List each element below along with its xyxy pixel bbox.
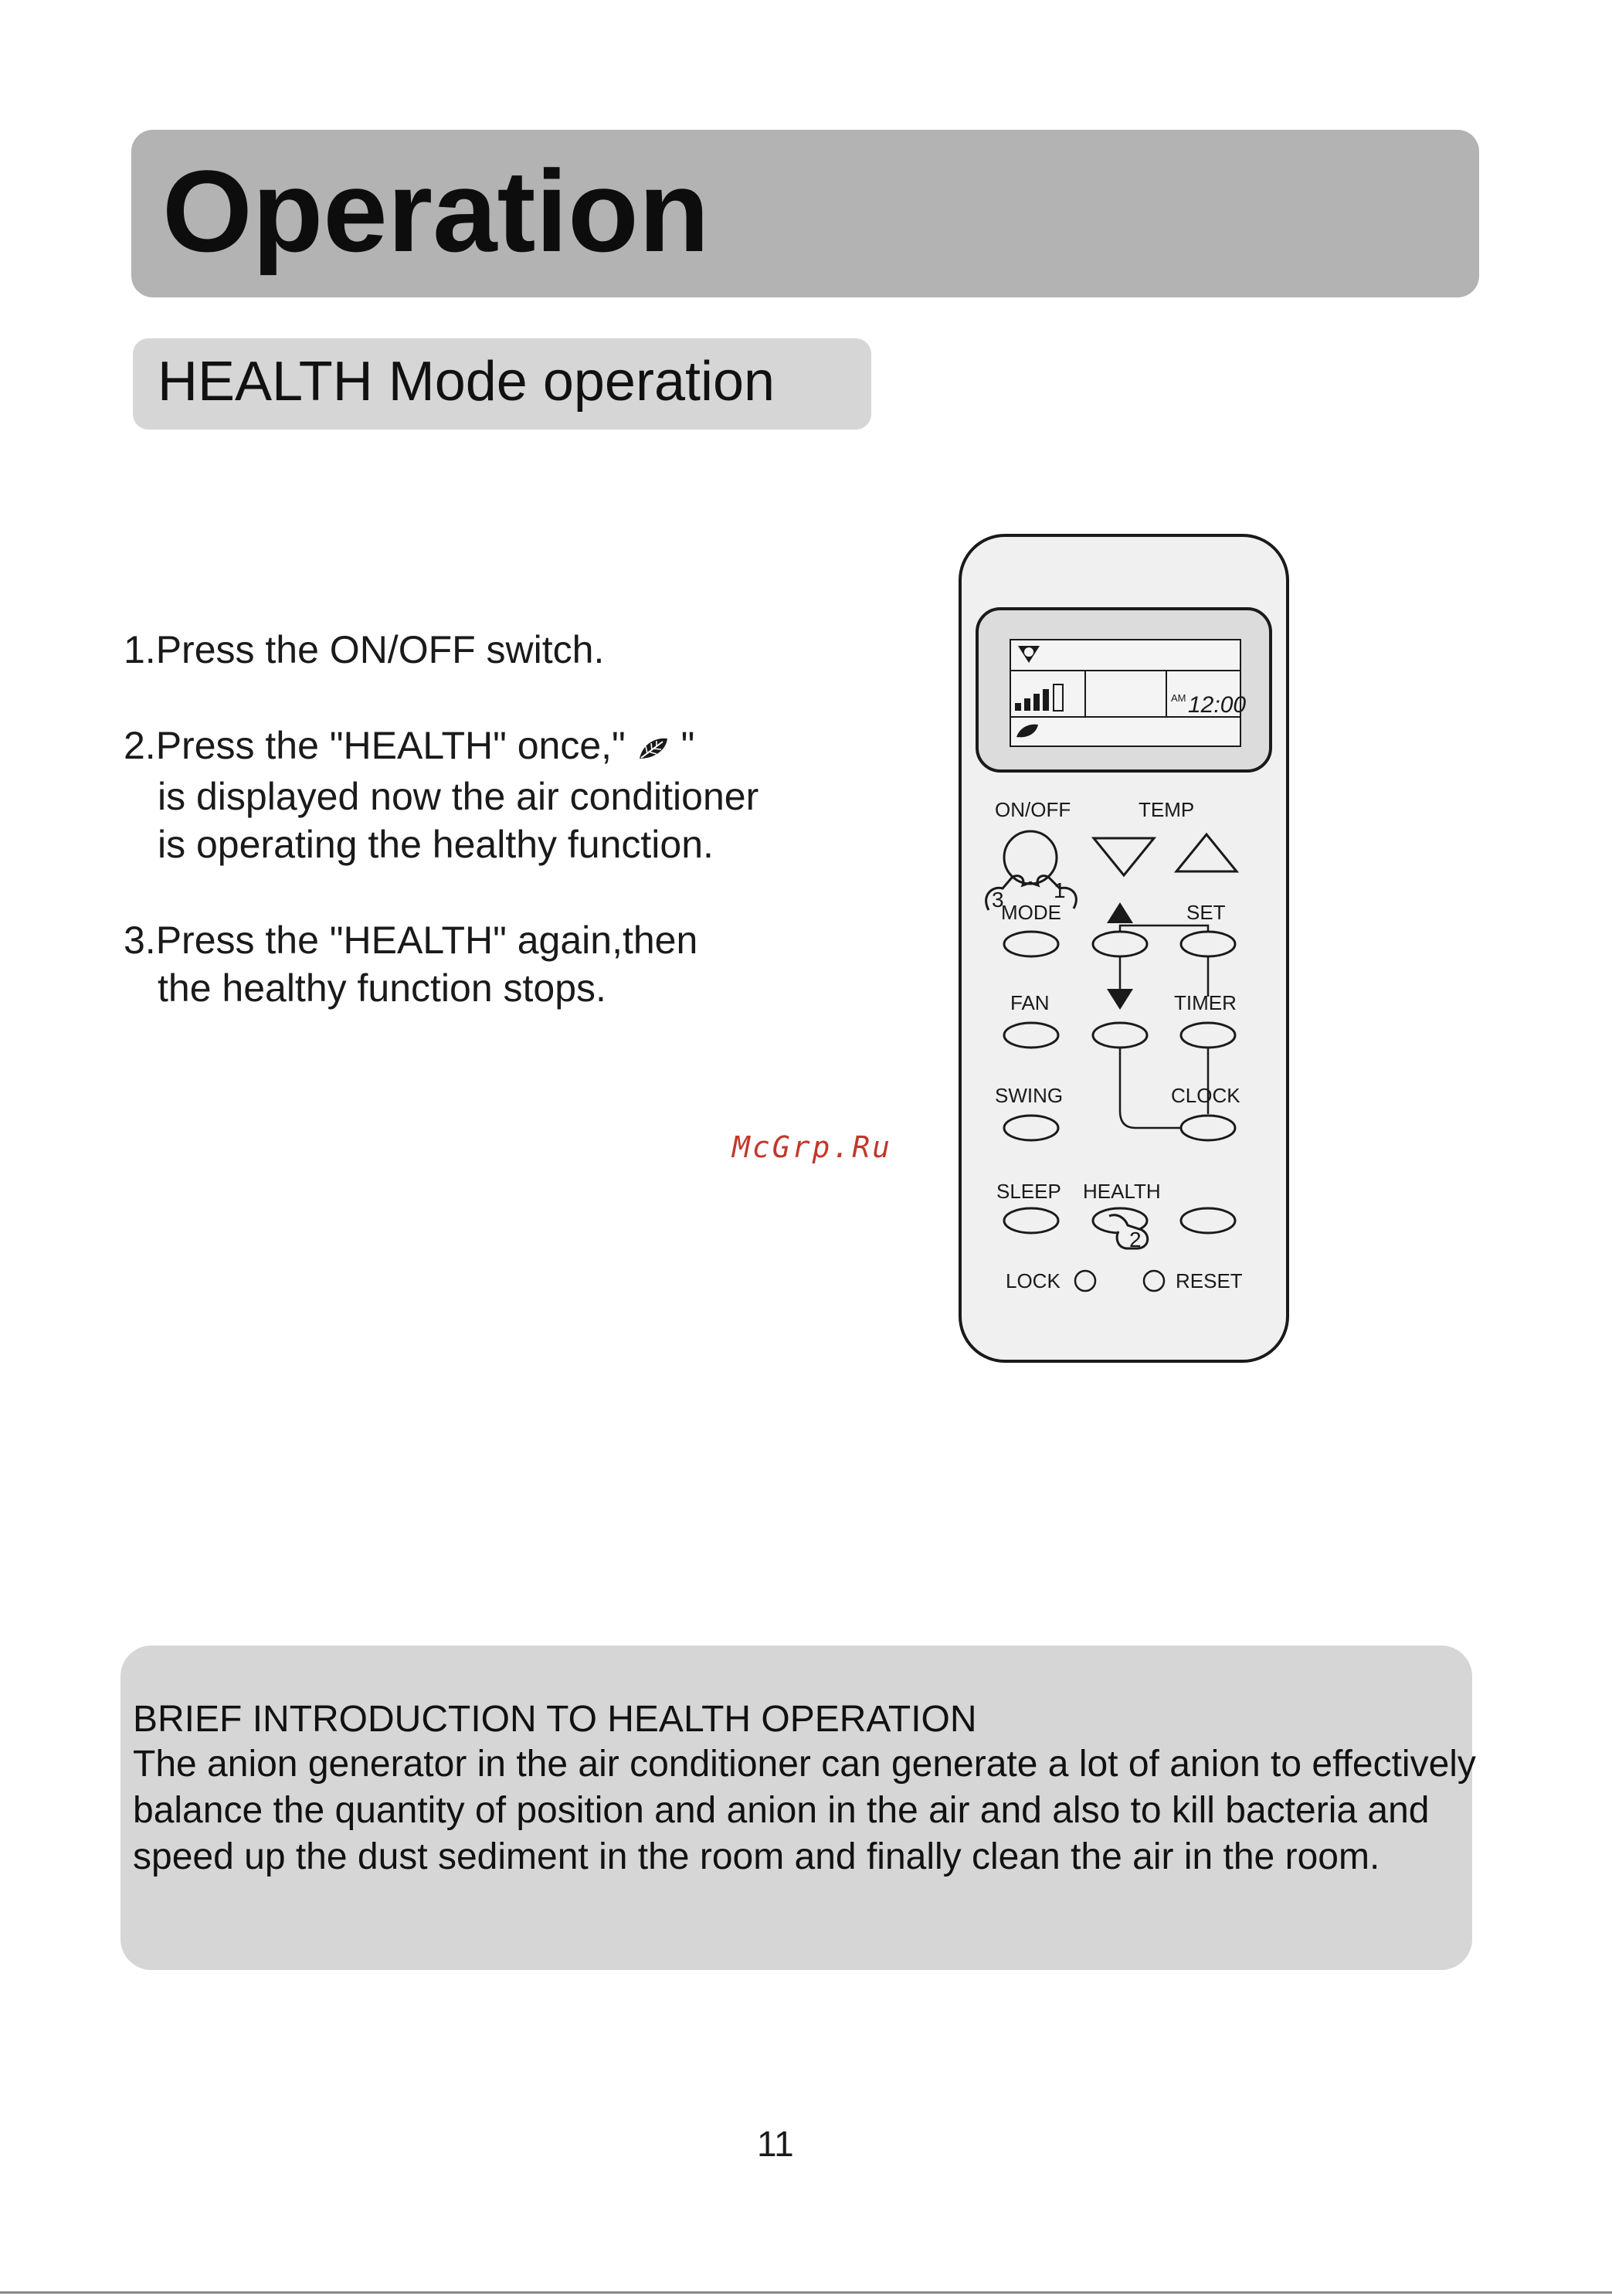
sleep-button[interactable] — [1004, 1208, 1058, 1233]
section-banner — [133, 338, 871, 430]
on-off-button[interactable] — [1004, 831, 1057, 884]
sleep-label: SLEEP — [996, 1180, 1061, 1203]
step-3-line-1: 3.Press the "HEALTH" again,then — [124, 918, 698, 962]
set-button[interactable] — [1181, 932, 1235, 956]
extra-button[interactable] — [1181, 1208, 1235, 1233]
watermark: McGrp.Ru — [732, 1130, 893, 1164]
callout-3: 3 — [992, 888, 1004, 912]
step-1 — [124, 626, 896, 674]
title-banner — [131, 130, 1479, 297]
leaf-icon — [636, 725, 670, 773]
page-number: 11 — [757, 2124, 794, 2164]
step-3-line-2: the healthy function stops. — [158, 966, 606, 1010]
reset-button[interactable] — [1144, 1271, 1164, 1291]
bottom-rule — [0, 2291, 1612, 2294]
mode-label: MODE — [1001, 901, 1061, 924]
page-title: Operation — [162, 146, 710, 276]
reset-label: RESET — [1176, 1269, 1243, 1292]
temp-label: TEMP — [1139, 798, 1195, 821]
step-1-text: 1.Press the ON/OFF switch. — [124, 628, 605, 671]
fan-button[interactable] — [1004, 1023, 1058, 1048]
mode-button[interactable] — [1004, 932, 1058, 956]
section-title: HEALTH Mode operation — [158, 351, 775, 413]
clock-label: CLOCK — [1171, 1084, 1240, 1107]
step-2-text-after: " — [680, 724, 695, 767]
timer-button[interactable] — [1181, 1023, 1235, 1048]
set-label: SET — [1186, 901, 1226, 924]
health-label: HEALTH — [1083, 1180, 1161, 1203]
display-time: 12:00 — [1188, 692, 1247, 718]
step-2-line-2: is displayed now the air conditioner — [158, 774, 759, 818]
info-body: The anion generator in the air conditioner can generate a lot of anion to effectively balance the quantity of position and anion in the air and also to kill bacteria and speed up the dust sediment in the room and finally clean the air in the room. — [133, 1744, 1476, 1877]
lock-button[interactable] — [1075, 1271, 1095, 1291]
swing-button[interactable] — [1004, 1116, 1058, 1140]
step-3 — [124, 916, 896, 1012]
info-title: BRIEF INTRODUCTION TO HEALTH OPERATION — [133, 1699, 977, 1740]
remote-control-illustration — [958, 533, 1290, 1364]
callout-1: 1 — [1054, 878, 1066, 902]
callout-2: 2 — [1129, 1228, 1142, 1252]
lock-label: LOCK — [1006, 1269, 1061, 1292]
down-button[interactable] — [1093, 1023, 1147, 1048]
step-2-text-before: 2.Press the "HEALTH" once," — [124, 724, 626, 767]
fan-label: FAN — [1010, 991, 1050, 1014]
up-button[interactable] — [1093, 932, 1147, 956]
info-box — [120, 1646, 1476, 1970]
clock-button[interactable] — [1181, 1116, 1235, 1140]
instruction-steps — [124, 626, 896, 1060]
step-2 — [124, 722, 896, 868]
step-2-line-3: is operating the healthy function. — [158, 822, 714, 866]
display-am: AM — [1171, 692, 1186, 704]
step-2-line-1 — [124, 722, 896, 773]
on-off-label: ON/OFF — [995, 798, 1071, 821]
timer-label: TIMER — [1174, 991, 1237, 1014]
swing-label: SWING — [995, 1084, 1064, 1107]
